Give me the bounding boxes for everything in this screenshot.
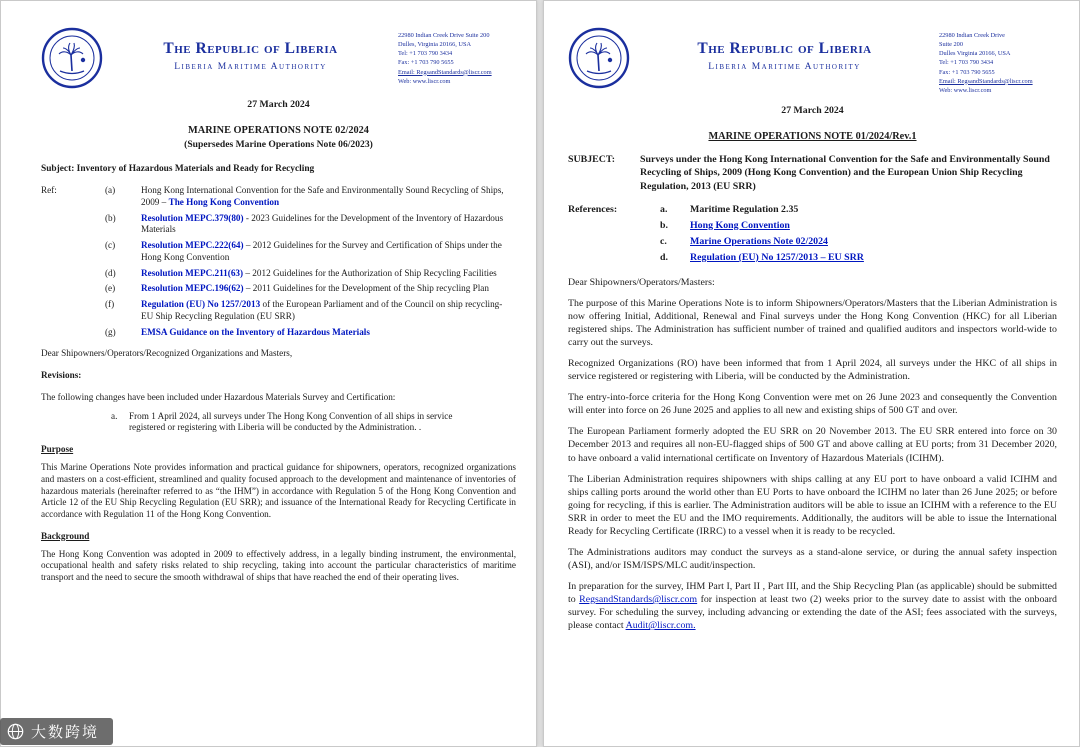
subject-line: Subject: Inventory of Hazardous Materials and Ready for Recycling: [41, 163, 315, 174]
salutation: Dear Shipowners/Operators/Recognized Organizations and Masters,: [41, 348, 293, 359]
body-paragraph: The Liberian Administration requires shipowners with ships calling at any EU port to have onboard a valid ICIHM and ships calling ports around the world other than EU Ports to have onboard the ICIHM no later than 26 June 2025; or before going for recycling, if this is earlier. The Administration auditors will be able to issue an ICIHM with a reference to the EU SRR in order to meet the EU and the IMO requirements. Additionally, the auditors will be able to issue the International Ready for Recycling Certificate (IRRC) to a vessel when it is ready to be recycled.: [568, 473, 1057, 537]
doc-header-right: [568, 27, 1057, 95]
ref-link[interactable]: EMSA Guidance on the Inventory of Hazardous Materials: [141, 326, 370, 337]
revisions-intro: The following changes have been included under Hazardous Materials Survey and Certification:: [41, 391, 396, 402]
ref-link[interactable]: Resolution MEPC.196(62): [141, 283, 244, 294]
purpose-paragraph: This Marine Operations Note provides information and practical guidance for shipowners, operators, recognized organizations and masters on a cost-efficient, streamlined and quality focused approach to the development and maintenance of inventories of hazardous materials (hereinafter referred to as “the IHM”) in accordance with Regulation 5 of the Hong Kong Convention and Article 12 of the EU Ship Recycling Regulation (EU SRR); and issuance of the International Ready for Recycling Certificate in accordance with Regulation 11 of the Hong Kong Convention.: [41, 462, 516, 520]
address-email-link[interactable]: Email: RegsandStandards@liscr.com: [939, 77, 1033, 85]
reference-item: [568, 203, 1057, 216]
ref-pre: Hong Kong International Convention for the Safe and Environmentally Sound Recycling of Ships, 2009 –: [141, 185, 504, 207]
ref-link[interactable]: Regulation (EU) No 1257/2013: [141, 299, 261, 310]
ref-item: [41, 299, 516, 323]
doc-date: 27 March 2024: [781, 104, 844, 116]
address-website: Web: www.liscr.com: [939, 86, 992, 94]
address-line: Tel: +1 703 790 3434: [398, 50, 453, 58]
org-subtitle: Liberia Maritime Authority: [708, 62, 861, 73]
body-paragraph: The purpose of this Marine Operations Note is to inform Shipowners/Operators/Masters that the Liberian Administration is now offering Initial, Additional, Renewal and Final surveys under the Hong Kong Convention (HKC) for all Liberian registered ships. The Administration has sufficient number of trained and qualified auditors and inspectors world-wide to carry out the surveys.: [568, 297, 1057, 349]
subject-block: [568, 153, 1057, 192]
org-block: [630, 27, 939, 74]
ref-post: – 2011 Guidelines for the Development of the Ship recycling Plan: [243, 283, 489, 294]
ref-item: [41, 185, 516, 209]
ref-item: [41, 268, 516, 280]
reference-label: d.: [660, 251, 668, 263]
revisions-heading: Revisions:: [41, 370, 82, 381]
ref-label: (e): [105, 283, 116, 294]
reference-label: c.: [660, 235, 667, 247]
ref-label: (c): [105, 240, 116, 251]
liberia-seal-icon: [41, 27, 103, 89]
ref-label: (a): [105, 185, 116, 195]
audit-email-link[interactable]: Audit@liscr.com.: [625, 620, 696, 632]
revision-item-label: a.: [111, 410, 118, 421]
doc-title: MARINE OPERATIONS NOTE 01/2024/Rev.1: [708, 130, 917, 142]
reference-link[interactable]: Hong Kong Convention: [690, 219, 790, 231]
reference-item: [568, 251, 1057, 264]
ref-link[interactable]: Resolution MEPC.379(80): [141, 212, 244, 223]
reference-link[interactable]: Regulation (EU) No 1257/2013 – EU SRR: [690, 251, 864, 263]
ref-link[interactable]: Resolution MEPC.222(64): [141, 240, 244, 251]
background-paragraph: The Hong Kong Convention was adopted in 2009 to effectively address, in a legally binding instrument, the environmental, occupational health and safety risks related to ship recycling, taking into account the particular characteristics of maritime transport and the need to secure the smooth withdrawal of ships that have reached the end of their operating lives.: [41, 548, 516, 583]
revision-item: [41, 411, 516, 435]
references-list: [41, 185, 516, 338]
ref-item: [41, 327, 516, 339]
address-line: 22980 Indian Creek Drive: [939, 32, 1005, 39]
salutation: Dear Shipowners/Operators/Masters:: [568, 276, 715, 288]
reference-text: Maritime Regulation 2.35: [690, 203, 799, 215]
doc-date: 27 March 2024: [247, 99, 310, 110]
address-website: Web: www.liscr.com: [398, 77, 451, 85]
ref-text: [141, 299, 516, 323]
org-name: The Republic of Liberia: [163, 40, 338, 57]
ref-item: [41, 240, 516, 264]
ref-link[interactable]: Resolution MEPC.211(63): [141, 267, 244, 278]
reference-label: b.: [660, 219, 668, 231]
closing-mid: for inspection at least two (2) weeks prior to the survey date to assist with the onboard survey. For scheduling the survey, including advancing or extending the date of the ASI; fees associated with the surveys, please contact: [568, 594, 1057, 632]
purpose-heading: Purpose: [41, 444, 74, 455]
watermark-text: 大数跨境: [31, 723, 100, 741]
org-subtitle: Liberia Maritime Authority: [174, 61, 327, 72]
body-paragraph: The Administrations auditors may conduct the surveys as a stand-alone service, or during the annual safety inspection (ASI), and/or ISM/ISPS/MLC audit/inspection.: [568, 546, 1057, 571]
address-line: Fax: +1 703 790 5655: [398, 59, 454, 67]
ref-label: (b): [105, 212, 116, 223]
address-block: [398, 27, 516, 86]
revision-item-text: From 1 April 2024, all surveys under The Hong Kong Convention of all ships in service registered or registering with Liberia will be conducted by the Administration. .: [129, 410, 453, 433]
reference-label: a.: [660, 203, 668, 215]
ref-item: [41, 283, 516, 295]
address-email-link[interactable]: Email: RegsandStandards@liscr.com: [398, 68, 492, 76]
ref-label: (g): [105, 326, 116, 337]
ref-item: [41, 213, 516, 237]
ref-text: [141, 283, 516, 295]
address-line: Fax: +1 703 790 5655: [939, 68, 995, 76]
document-left: [0, 0, 537, 747]
background-heading: Background: [41, 530, 90, 541]
address-line: Dulles, Virginia 20166, USA: [398, 41, 472, 49]
ref-text: [141, 240, 516, 264]
regs-email-link[interactable]: RegsandStandards@liscr.com: [579, 594, 698, 606]
body-paragraph: Recognized Organizations (RO) have been informed that from 1 April 2024, all surveys under the HKC of all ships in service registered or registering with Liberia, will be conducted by the Administration.: [568, 358, 1057, 383]
ref-heading: Ref:: [41, 185, 57, 195]
ref-text: [141, 268, 516, 280]
liberia-seal-icon: [568, 27, 630, 89]
document-right: [543, 0, 1080, 747]
address-line: Suite 200: [939, 41, 963, 49]
body-paragraph: The entry-into-force criteria for the Hong Kong Convention were met on 26 June 2023 and consequently the Convention will enter into force on 26 June 2025 and applies to all new and existing ships of 500 GT and over.: [568, 392, 1057, 417]
address-line: 22980 Indian Creek Drive Suite 200: [398, 32, 490, 39]
globe-icon: [7, 723, 24, 740]
closing-pre: In preparation for the survey, IHM Part I, Part II , Part III, and the Ship Recycling Plan (as applicable) should be submitted to: [568, 581, 1057, 606]
address-line: Dulles Virginia 20166, USA: [939, 50, 1011, 58]
org-block: [103, 27, 398, 73]
watermark-badge: [0, 718, 113, 745]
address-line: Tel: +1 703 790 3434: [939, 59, 994, 67]
ref-label: (d): [105, 267, 116, 278]
doc-supersedes: (Supersedes Marine Operations Note 06/2023): [184, 138, 373, 150]
ref-post: - 2023 Guidelines for the Development of the Inventory of Hazardous Materials: [141, 212, 504, 235]
body-paragraph: The European Parliament formerly adopted the EU SRR on 20 November 2013. The EU SRR entered into force on 30 December 2013 and requires all non-EU-flagged ships of 500 GT and above calling at EU ports; from 31 December 2020, to have onboard a valid international certificate on Inventory of Hazardous Materials (ICIHM).: [568, 426, 1057, 464]
ref-post: – 2012 Guidelines for the Authorization of Ship Recycling Facilities: [243, 267, 497, 278]
closing-paragraph: [568, 580, 1057, 632]
subject-label: SUBJECT:: [568, 154, 616, 166]
ref-text: [141, 185, 516, 209]
address-block: [939, 27, 1057, 95]
references-label: References:: [568, 203, 618, 215]
ref-post: of the European Parliament and of the Council on ship recycling- EU Ship Recycling Regulation (EU SRR): [141, 299, 503, 321]
reference-item: [568, 219, 1057, 232]
reference-item: [568, 235, 1057, 248]
ref-label: (f): [105, 299, 115, 310]
ref-text: [141, 327, 516, 339]
doc-title: MARINE OPERATIONS NOTE 02/2024: [188, 124, 369, 136]
ref-link[interactable]: The Hong Kong Convention: [168, 196, 280, 207]
reference-link[interactable]: Marine Operations Note 02/2024: [690, 235, 828, 247]
ref-text: [141, 213, 516, 237]
subject-text: Surveys under the Hong Kong International Convention for the Safe and Environmentally Sound Recycling of Ships, 2009 (Hong Kong Convention) and the European Union Ship Recycling Regulation, 2013 (EU SRR): [640, 154, 1050, 192]
ref-post: – 2012 Guidelines for the Survey and Certification of Ships under the Hong Kong Convention: [141, 240, 502, 262]
doc-header-left: [41, 27, 516, 89]
references-list: [568, 203, 1057, 264]
org-name: The Republic of Liberia: [697, 40, 872, 57]
